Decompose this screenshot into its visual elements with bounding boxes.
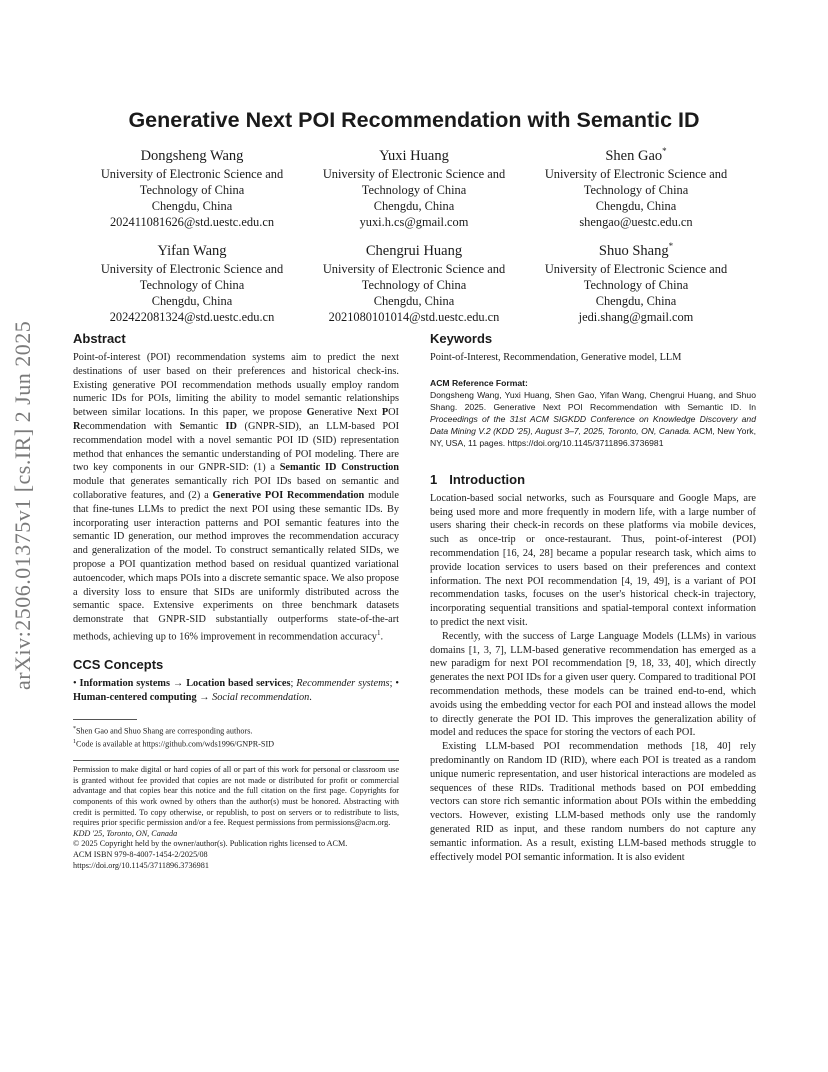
paper-title: Generative Next POI Recommendation with Semantic ID <box>128 108 700 132</box>
intro-paragraph: Location-based social networks, such as Foursquare and Google Maps, are being used more and more frequently in modern life, with a large number of users sharing their check-in records on these platforms via mobile devices, such as once-trip or once-restaurant. Thus, point-of-interest (POI) recommendation [16, 24, 28] became a popular research task, which aims to provide location services to users based on their preferences and context information. The next POI recommendation [4, 19, 49], is a variant of POI recommendation tasks, focuses on the user's historical check-in trajectory, incorporating sequential transitions and spatial-temporal context information to predict the next visit. <box>430 492 756 628</box>
author-block <box>304 237 524 325</box>
author-affiliation: University of Electronic Science and <box>322 166 506 181</box>
author-email: 202411081626@std.uestc.edu.cn <box>109 214 275 229</box>
author-affiliation: Technology of China <box>583 182 689 197</box>
ccs-concepts-text: • Information systems → Location based services; Recommender systems; • Human-centered computing → Social recommendation. <box>73 678 399 703</box>
author-name: Dongsheng Wang <box>140 147 244 164</box>
doi-link[interactable]: https://doi.org/10.1145/3711896.3736981 <box>73 860 209 870</box>
author-affiliation: Technology of China <box>139 182 245 197</box>
author-email: shengao@uestc.edu.cn <box>579 214 693 229</box>
author-affiliation: Technology of China <box>361 277 467 292</box>
abstract-text: Point-of-interest (POI) recommendation systems aim to predict the next destinations of user based on their preferences and historical check-ins. Existing generative POI recommendation methods usually employ random numeric IDs for POIs, limiting the ability to model semantic relationships between similar locations. In this paper, we propose Generative Next POI Recommendation with Semantic ID (GNPR-SID), an LLM-based POI recommendation model with a novel semantic POI ID (SID) representation method that enhances the semantic understanding of POI modeling. There are two key components in our GNPR-SID: (1) a Semantic ID Construction module that generates semantically rich POI IDs based on semantic and collaborative features, and (2) a Generative POI Recommendation module that fine-tunes LLMs to predict the next POI using these semantic IDs. By incorporating user interaction patterns and POI semantic features into the semantic ID generation, our method improves the recommendation accuracy and generalization of the model. To construct semantically related SIDs, we propose a POI quantization method based on residual quantized variational autoencoder, which maps POIs into a discrete semantic space. We also propose a diversity loss to ensure that SIDs are uniformly distributed across the semantic space. Extensive experiments on three benchmark datasets demonstrate that GNPR-SID substantially outperforms state-of-the-art methods, achieving up to 16% improvement in recommendation accuracy$^1$. <box>73 352 400 643</box>
abstract-heading: Abstract <box>73 331 126 346</box>
footnote-rule <box>73 719 137 720</box>
author-block <box>304 142 524 230</box>
author-city: Chengdu, China <box>373 198 455 213</box>
permission-notice: Permission to make digital or hard copies of all or part of this work for personal or classroom use is granted without fee provided that copies are not made or distributed for profit or commercial advantage and that copies bear this notice and the full citation on the first page. Copyrights for components of this work owned by others than the author(s) must be honored. Abstracting with credit is permitted. To copy otherwise, or republish, to post on servers or to redistribute to lists, requires prior specific permission and/or a fee. Request permissions from permissions@acm.org. <box>73 765 399 828</box>
ccs-heading: CCS Concepts <box>73 657 164 673</box>
author-name: Shen Gao* <box>605 146 667 164</box>
copyright-line: © 2025 Copyright held by the owner/author(s). Publication rights licensed to ACM. <box>73 839 348 849</box>
keywords-heading: Keywords <box>430 331 493 346</box>
author-name: Chengrui Huang <box>365 242 463 259</box>
author-block <box>82 142 302 230</box>
author-affiliation: University of Electronic Science and <box>544 261 728 276</box>
author-affiliation: University of Electronic Science and <box>544 166 728 181</box>
footnote-corresponding: *Shen Gao and Shuo Shang are corresponding authors. <box>73 725 253 736</box>
right-column <box>430 330 756 864</box>
author-city: Chengdu, China <box>151 293 233 308</box>
author-name: Shuo Shang* <box>598 241 674 259</box>
author-affiliation: Technology of China <box>139 277 245 292</box>
intro-paragraph: Existing LLM-based POI recommendation methods [18, 40] rely predominantly on Random ID (RID), where each POI is treated as a random unique numeric representation, and user historical interactions are modeled as sequences of these RIDs. Traditional methods based on POI embedding vectors can store rich semantic information about POIs within the embedding vectors. However, existing LLM-based methods only use the randomly generated RID as input, and these random numbers do not capture any semantic information. As a result, existing LLM-based methods struggle to effectively model POI semantic information. It is also evident <box>430 741 756 863</box>
author-email: 202422081324@std.uestc.edu.cn <box>109 309 275 324</box>
intro-paragraph: Recently, with the success of Large Language Models (LLMs) in various domains [1, 3, 7], LLM-based generative recommendation has emerged as a new paradigm for next POI recommendation [9, 18, 33, 40], which directly generates the next POI IDs for a given user query. Compared to traditional POI recommendation methods, these models can be trained end-to-end, which avoids using the embedding vector for each POI and instead allows the model to directly generate the POI ID. This improves the generalization ability of model and reduces the space for storing the vectors of each POI. <box>430 630 756 739</box>
acm-reference-heading: ACM Reference Format: <box>430 377 528 388</box>
keywords-text: Point-of-Interest, Recommendation, Generative model, LLM <box>430 352 682 363</box>
permission-rule <box>73 760 399 761</box>
author-email: jedi.shang@gmail.com <box>578 309 694 324</box>
left-column <box>73 330 399 871</box>
author-affiliation: Technology of China <box>583 277 689 292</box>
author-affiliation: University of Electronic Science and <box>322 261 506 276</box>
author-name: Yuxi Huang <box>379 147 449 164</box>
arxiv-identifier: arXiv:2506.01375v1 [cs.IR] 2 Jun 2025 <box>10 320 35 690</box>
author-affiliation: University of Electronic Science and <box>100 261 284 276</box>
author-city: Chengdu, China <box>373 293 455 308</box>
author-block <box>82 237 302 325</box>
venue-line: KDD '25, Toronto, ON, Canada <box>73 828 178 838</box>
acm-reference-text: Dongsheng Wang, Yuxi Huang, Shen Gao, Yifan Wang, Chengrui Huang, and Shuo Shang. 2025. Generative Next POI Recommendation with Semantic ID. In Proceedings of the 31st ACM SIGKDD Conference on Knowledge Discovery and Data Mining V.2 (KDD '25), August 3–7, 2025, Toronto, ON, Canada. ACM, New York, NY, USA, 11 pages. https://doi.org/10.1145/3711896.3736981 <box>430 389 756 448</box>
author-city: Chengdu, China <box>595 293 677 308</box>
author-city: Chengdu, China <box>595 198 677 213</box>
author-email: 2021080101014@std.uestc.edu.cn <box>328 309 500 324</box>
isbn-line: ACM ISBN 979-8-4007-1454-2/2025/08 <box>73 849 208 859</box>
introduction-heading: 1 Introduction <box>430 471 526 487</box>
author-name: Yifan Wang <box>157 242 227 259</box>
author-block <box>526 237 746 325</box>
author-email: yuxi.h.cs@gmail.com <box>359 214 469 229</box>
author-city: Chengdu, China <box>151 198 233 213</box>
footnote-code: $^1$Code is available at https://github.com/wds1996/GNPR-SID <box>73 738 275 749</box>
author-block <box>526 142 746 230</box>
author-affiliation: University of Electronic Science and <box>100 166 284 181</box>
author-affiliation: Technology of China <box>361 182 467 197</box>
